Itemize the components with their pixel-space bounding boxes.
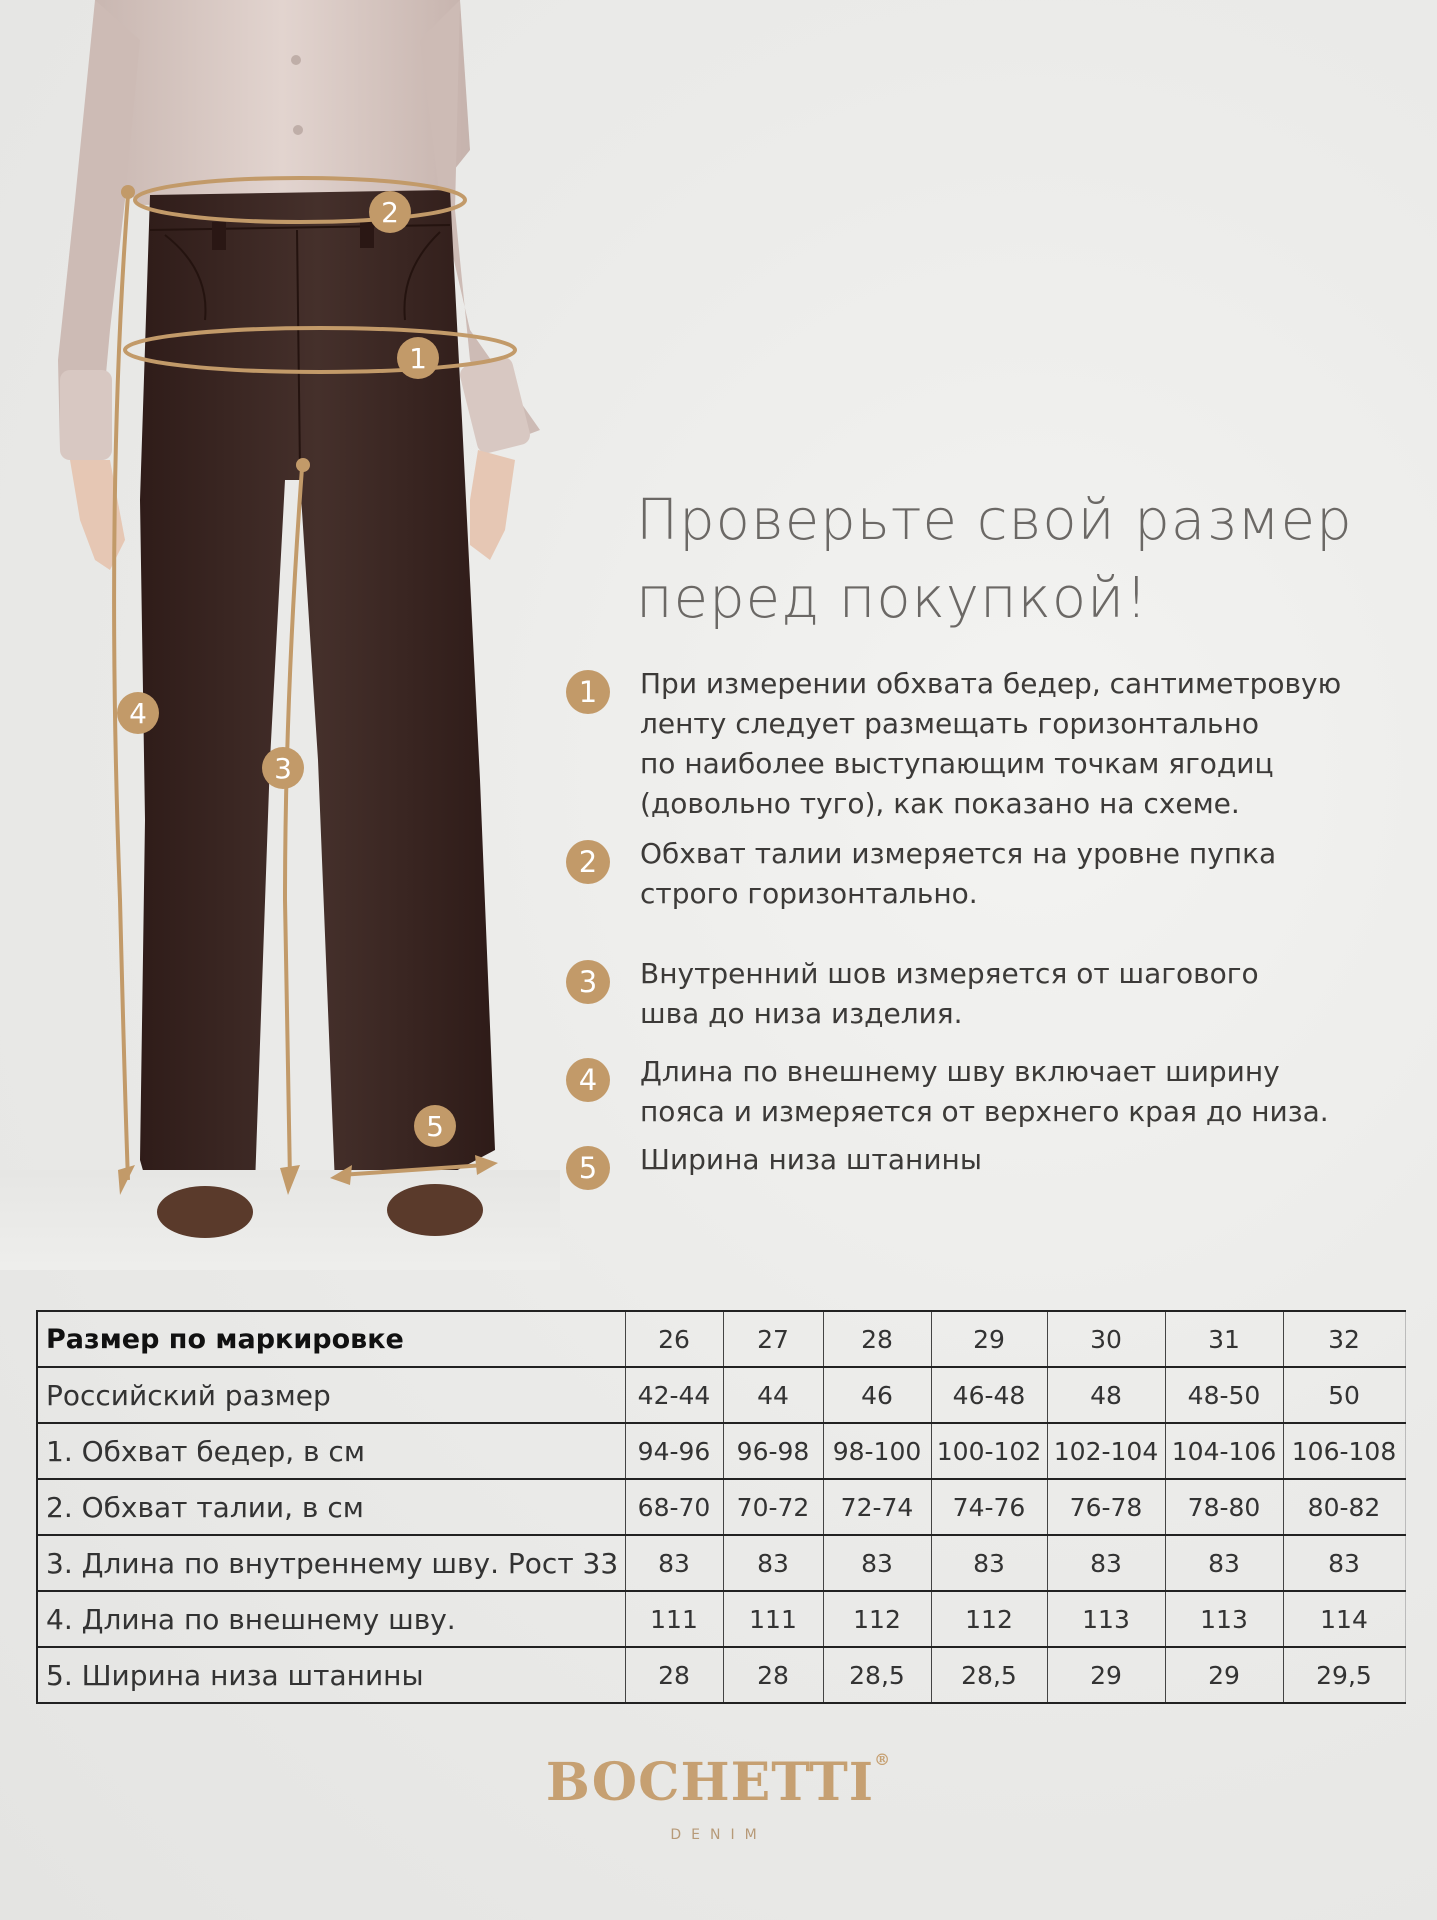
table-cell: 48 [1047, 1367, 1165, 1423]
brand-block [0, 1752, 1437, 1843]
table-cell: 68-70 [625, 1479, 723, 1535]
table-cell: 113 [1165, 1591, 1283, 1647]
step-number-badge: 2 [566, 840, 610, 884]
right-cuff [458, 355, 532, 455]
table-cell: 83 [931, 1535, 1047, 1591]
table-cell: 28 [625, 1647, 723, 1703]
pants [140, 190, 495, 1195]
photo-marker-number: 4 [129, 697, 147, 730]
step-text [640, 834, 1400, 914]
table-cell: 83 [1165, 1535, 1283, 1591]
step-text-line: Ширина низа штанины [640, 1143, 982, 1176]
table-cell: 112 [931, 1591, 1047, 1647]
row-label: 2. Обхват талии, в см [37, 1479, 625, 1535]
table-cell: 96-98 [723, 1423, 823, 1479]
table-row [37, 1367, 1405, 1423]
row-label: 1. Обхват бедер, в см [37, 1423, 625, 1479]
page-title [636, 482, 1353, 638]
photo-marker-number: 2 [381, 196, 399, 229]
photo-marker-3 [262, 747, 304, 789]
table-row [37, 1423, 1405, 1479]
step-text-line: (довольно туго), как показано на схеме. [640, 787, 1240, 820]
table-cell: 26 [625, 1311, 723, 1367]
row-label: Российский размер [37, 1367, 625, 1423]
photo-marker-4 [117, 692, 159, 734]
brand-name: BOCHETTI [545, 1752, 875, 1813]
table-cell: 29 [1165, 1647, 1283, 1703]
table-cell: 104-106 [1165, 1423, 1283, 1479]
table-cell: 106-108 [1283, 1423, 1405, 1479]
table-cell: 32 [1283, 1311, 1405, 1367]
table-cell: 113 [1047, 1591, 1165, 1647]
photo-marker-2 [369, 191, 411, 233]
size-table [36, 1310, 1406, 1704]
table-cell: 27 [723, 1311, 823, 1367]
table-row [37, 1311, 1405, 1367]
step-number-badge: 1 [566, 670, 610, 714]
step-text [640, 664, 1400, 824]
step-text [640, 1052, 1400, 1132]
model-photo [0, 0, 560, 1270]
right-hand [470, 450, 515, 560]
row-label: 4. Длина по внешнему шву. [37, 1591, 625, 1647]
step-text-line: Обхват талии измеряется на уровне пупка [640, 837, 1277, 870]
table-cell: 28 [723, 1647, 823, 1703]
step-number-badge: 5 [566, 1146, 610, 1190]
step-text-line: При измерении обхвата бедер, сантиметровую [640, 667, 1342, 700]
registered-mark: ® [874, 1750, 892, 1769]
step-text-line: ленту следует размещать горизонтально [640, 707, 1259, 740]
table-cell: 83 [1047, 1535, 1165, 1591]
step-number-badge: 3 [566, 960, 610, 1004]
table-row [37, 1535, 1405, 1591]
table-cell: 102-104 [1047, 1423, 1165, 1479]
step-number-badge: 4 [566, 1058, 610, 1102]
brand-logo [0, 1752, 1437, 1813]
table-cell: 98-100 [823, 1423, 931, 1479]
step-text-line: Длина по внешнему шву включает ширину [640, 1055, 1280, 1088]
table-row [37, 1479, 1405, 1535]
table-cell: 28,5 [823, 1647, 931, 1703]
table-cell: 29 [931, 1311, 1047, 1367]
table-cell: 29,5 [1283, 1647, 1405, 1703]
table-cell: 29 [1047, 1647, 1165, 1703]
step-text-line: по наиболее выступающим точкам ягодиц [640, 747, 1274, 780]
row-label: Размер по маркировке [37, 1311, 625, 1367]
row-label: 3. Длина по внутреннему шву. Рост 33 [37, 1535, 625, 1591]
page-title-line-2: перед покупкой! [636, 566, 1149, 631]
table-cell: 30 [1047, 1311, 1165, 1367]
table-cell: 94-96 [625, 1423, 723, 1479]
table-cell: 44 [723, 1367, 823, 1423]
photo-marker-number: 1 [409, 342, 427, 375]
table-row [37, 1647, 1405, 1703]
right-shoe [387, 1184, 483, 1236]
table-cell: 83 [823, 1535, 931, 1591]
table-cell: 28,5 [931, 1647, 1047, 1703]
table-cell: 48-50 [1165, 1367, 1283, 1423]
left-cuff [60, 370, 112, 460]
table-cell: 83 [1283, 1535, 1405, 1591]
table-cell: 114 [1283, 1591, 1405, 1647]
photo-marker-5 [414, 1105, 456, 1147]
table-cell: 70-72 [723, 1479, 823, 1535]
step-text-line: строго горизонтально. [640, 877, 978, 910]
table-cell: 112 [823, 1591, 931, 1647]
size-table-body [37, 1311, 1405, 1703]
table-cell: 76-78 [1047, 1479, 1165, 1535]
step-text-line: Внутренний шов измеряется от шагового [640, 957, 1259, 990]
brand-subtitle: DENIM [670, 1827, 767, 1843]
step-text [640, 954, 1400, 1034]
table-cell: 80-82 [1283, 1479, 1405, 1535]
table-cell: 42-44 [625, 1367, 723, 1423]
table-cell: 46 [823, 1367, 931, 1423]
table-cell: 28 [823, 1311, 931, 1367]
table-cell: 31 [1165, 1311, 1283, 1367]
page-title-line-1: Проверьте свой размер [636, 488, 1353, 553]
table-cell: 74-76 [931, 1479, 1047, 1535]
table-cell: 72-74 [823, 1479, 931, 1535]
table-cell: 78-80 [1165, 1479, 1283, 1535]
table-row [37, 1591, 1405, 1647]
table-cell: 111 [723, 1591, 823, 1647]
photo-marker-number: 3 [274, 752, 292, 785]
table-cell: 100-102 [931, 1423, 1047, 1479]
photo-marker-1 [397, 337, 439, 379]
step-text-line: пояса и измеряется от верхнего края до низа. [640, 1095, 1329, 1128]
table-cell: 50 [1283, 1367, 1405, 1423]
table-cell: 111 [625, 1591, 723, 1647]
table-cell: 83 [723, 1535, 823, 1591]
step-text [640, 1140, 1400, 1180]
row-label: 5. Ширина низа штанины [37, 1647, 625, 1703]
table-cell: 46-48 [931, 1367, 1047, 1423]
shirt [95, 0, 470, 205]
left-shoe [157, 1186, 253, 1238]
table-cell: 83 [625, 1535, 723, 1591]
step-text-line: шва до низа изделия. [640, 997, 963, 1030]
photo-marker-number: 5 [426, 1110, 444, 1143]
